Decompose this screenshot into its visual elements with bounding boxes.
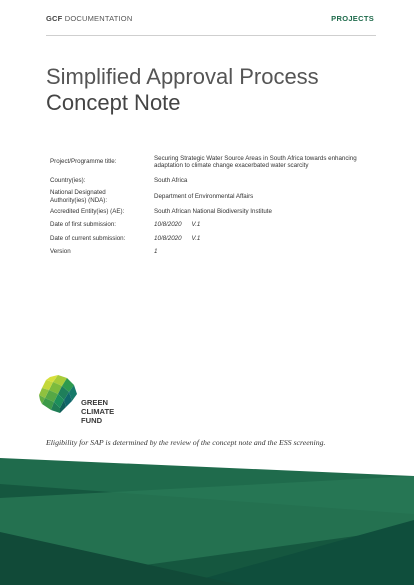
current-submission-value [154,235,370,242]
document-title: Simplified Approval Process [46,64,319,89]
project-title-label: Project/Programme title: [50,158,117,165]
nda-label: National Designated Authority(ies) (NDA): [50,189,108,204]
info-row-version [50,248,370,255]
brand-label [46,14,132,23]
country-value: South Africa [154,176,188,184]
ae-label: Accredited Entity(ies) (AE): [50,208,125,216]
logo-line-3: FUND [81,416,103,425]
project-title-value: Securing Strategic Water Source Areas in South Africa towards enhancing adaptation to climate change exacerbated water scarcity [154,155,357,170]
info-row-project [50,155,370,170]
first-submission-version: V.1 [191,221,201,229]
nda-value: Department of Environmental Affairs [154,193,254,201]
info-row-country [50,177,370,184]
brand-rest: DOCUMENTATION [62,14,133,23]
section-label: PROJECTS [331,14,374,23]
document-subtitle: Concept Note [46,90,181,115]
first-submission-label: Date of first submission: [50,221,117,229]
first-submission-value [154,221,370,228]
brand-strong: GCF [46,14,63,23]
logo-line-2: CLIMATE [81,407,115,416]
current-submission-date: 10/8/2020 [154,234,182,242]
footer-graphic [0,458,414,585]
info-row-current-submission [50,235,370,242]
country-label: Country(ies): [50,176,86,184]
info-row-ae [50,208,370,215]
logo-wordmark [81,398,114,425]
info-row-first-submission [50,221,370,228]
green-climate-fund-globe-icon [38,374,78,414]
ae-value: South African National Biodiversity Institute [154,208,272,216]
eligibility-note: Eligibility for SAP is determined by the review of the concept note and the ESS screening. [46,438,326,447]
version-label: Version [50,248,71,256]
logo-line-1: GREEN [81,398,109,407]
current-submission-version: V.1 [191,234,201,242]
info-row-nda [50,189,370,204]
page-header [46,12,376,36]
version-value: 1 [154,248,158,256]
current-submission-label: Date of current submission: [50,234,126,242]
first-submission-date: 10/8/2020 [154,221,182,229]
project-info-table [50,155,370,256]
